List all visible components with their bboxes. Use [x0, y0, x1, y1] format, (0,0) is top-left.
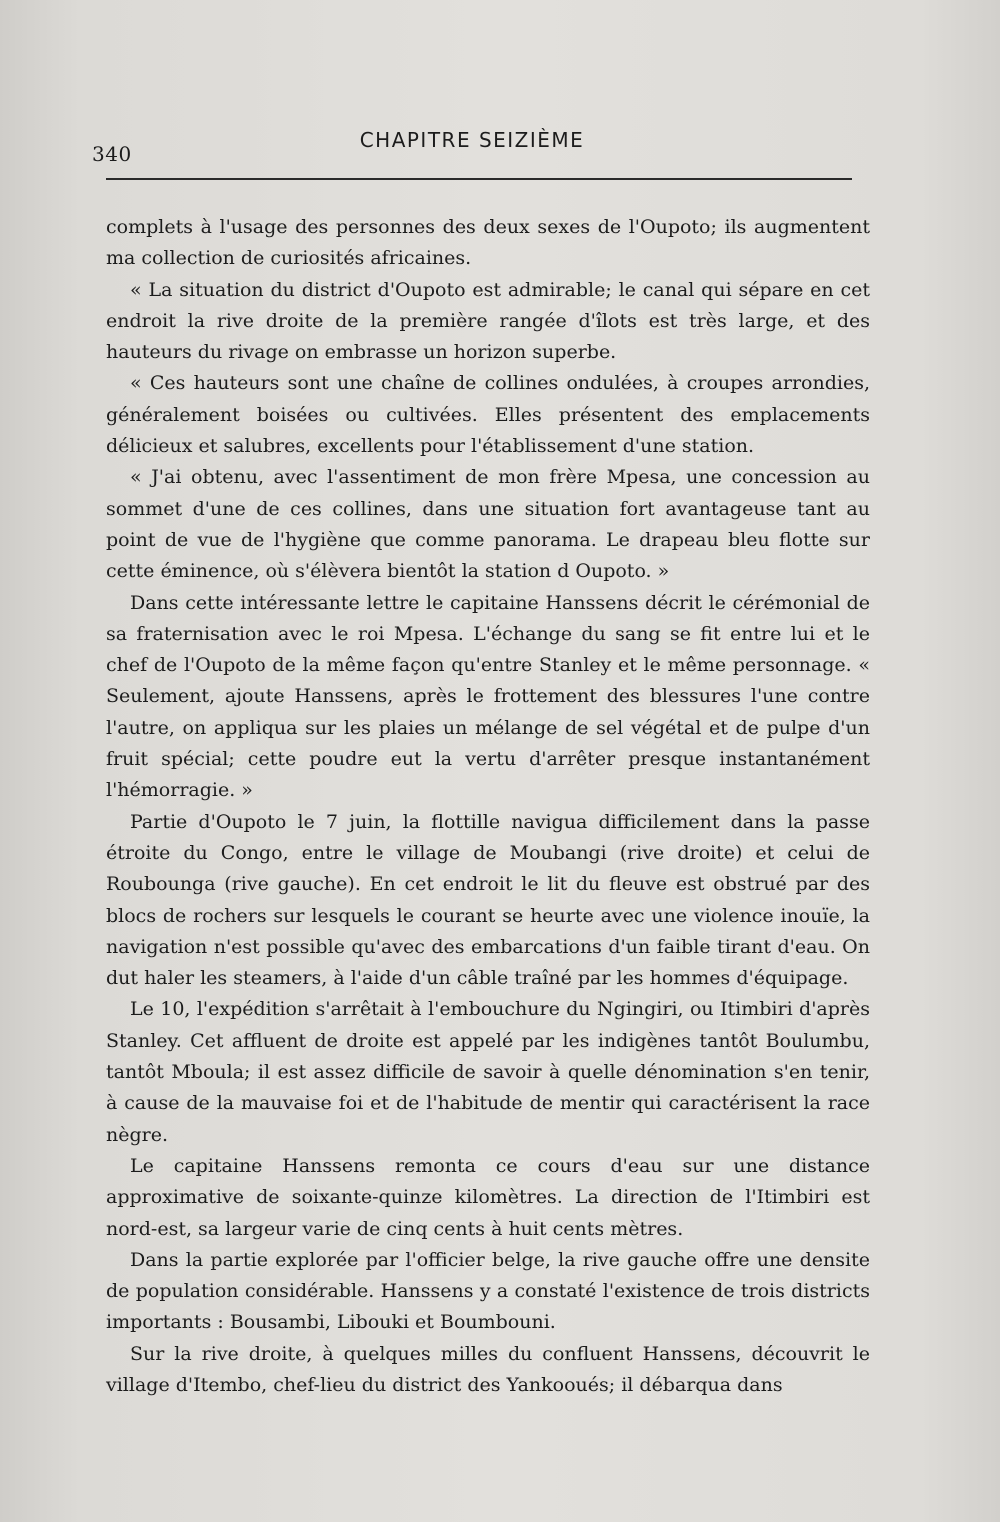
paragraph: « La situation du district d'Oupoto est admirable; le canal qui sépare en cet endroit la rive droite de la première rangée d'îlots est très large, et des hauteurs du rivage on embrasse un horizon superbe. — [106, 278, 870, 364]
paragraph: Le 10, l'expédition s'arrêtait à l'embouchure du Ngingiri, ou Itimbiri d'après Stanley. Cet affluent de droite est appelé par les indigènes tantôt Boulumbu, tantôt Mboula; il est assez difficile de savoir à quelle dénomination s'en tenir, à cause de la mauvaise foi et de l'habitude de mentir qui caractérisent la race nègre. — [106, 998, 870, 1146]
paragraph: Partie d'Oupoto le 7 juin, la flottille navigua difficilement dans la passe étroite du Congo, entre le village de Moubangi (rive droite) et celui de Roubounga (rive gauche). En cet endroit le lit du fleuve est obstrué par des blocs de rochers sur lesquels le courant se heurte avec une violence inouïe, la navigation n'est possible qu'avec des embarcations d'un faible tirant d'eau. On dut haler les steamers, à l'aide d'un câble traîné par les hommes d'équipage. — [106, 810, 870, 990]
running-head: CHAPITRE SEIZIÈME — [359, 128, 585, 152]
paragraph: Dans cette intéressante lettre le capitaine Hanssens décrit le cérémonial de sa fraternisation avec le roi Mpesa. L'échange du sang se fit entre lui et le chef de l'Oupoto de la même façon qu'entre Stanley et le même personnage. « Seulement, ajoute Hanssens, après le frottement des blessures l'une contre l'autre, on appliqua sur les plaies un mélange de sel végétal et de pulpe d'un fruit spécial; cette poudre eut la vertu d'arrêter presque instantanément l'hémorragie. » — [106, 591, 870, 802]
paragraph: Sur la rive droite, à quelques milles du confluent Hanssens, découvrit le village d'Itembo, chef-lieu du district des Yankooués; il débarqua dans — [106, 1342, 870, 1396]
page-header — [92, 128, 852, 168]
page-number: 340 — [92, 142, 132, 166]
paragraph: « Ces hauteurs sont une chaîne de collines ondulées, à croupes arrondies, généralement boisées ou cultivées. Elles présentent des emplacements délicieux et salubres, excellents pour l'établissement d'une station. — [106, 372, 870, 458]
paragraph: Le capitaine Hanssens remonta ce cours d'eau sur une distance approximative de soixante-quinze kilomètres. La direction de l'Itimbiri est nord-est, sa largeur varie de cinq cents à huit cents mètres. — [106, 1154, 870, 1240]
paragraph: Dans la partie explorée par l'officier belge, la rive gauche offre une densite de population considérable. Hanssens y a constaté l'existence de trois districts importants : Bousambi, Libouki et Boumbouni. — [106, 1248, 870, 1334]
paragraph: « J'ai obtenu, avec l'assentiment de mon frère Mpesa, une concession au sommet d'une de ces collines, dans une situation fort avantageuse tant au point de vue de l'hygiène que comme panorama. Le drapeau bleu flotte sur cette éminence, où s'élèvera bientôt la station d Oupoto. » — [106, 466, 870, 583]
paragraph: complets à l'usage des personnes des deux sexes de l'Oupoto; ils augmentent ma collection de curiosités africaines. — [106, 216, 870, 270]
body-text — [106, 212, 870, 1401]
header-rule — [106, 178, 852, 180]
